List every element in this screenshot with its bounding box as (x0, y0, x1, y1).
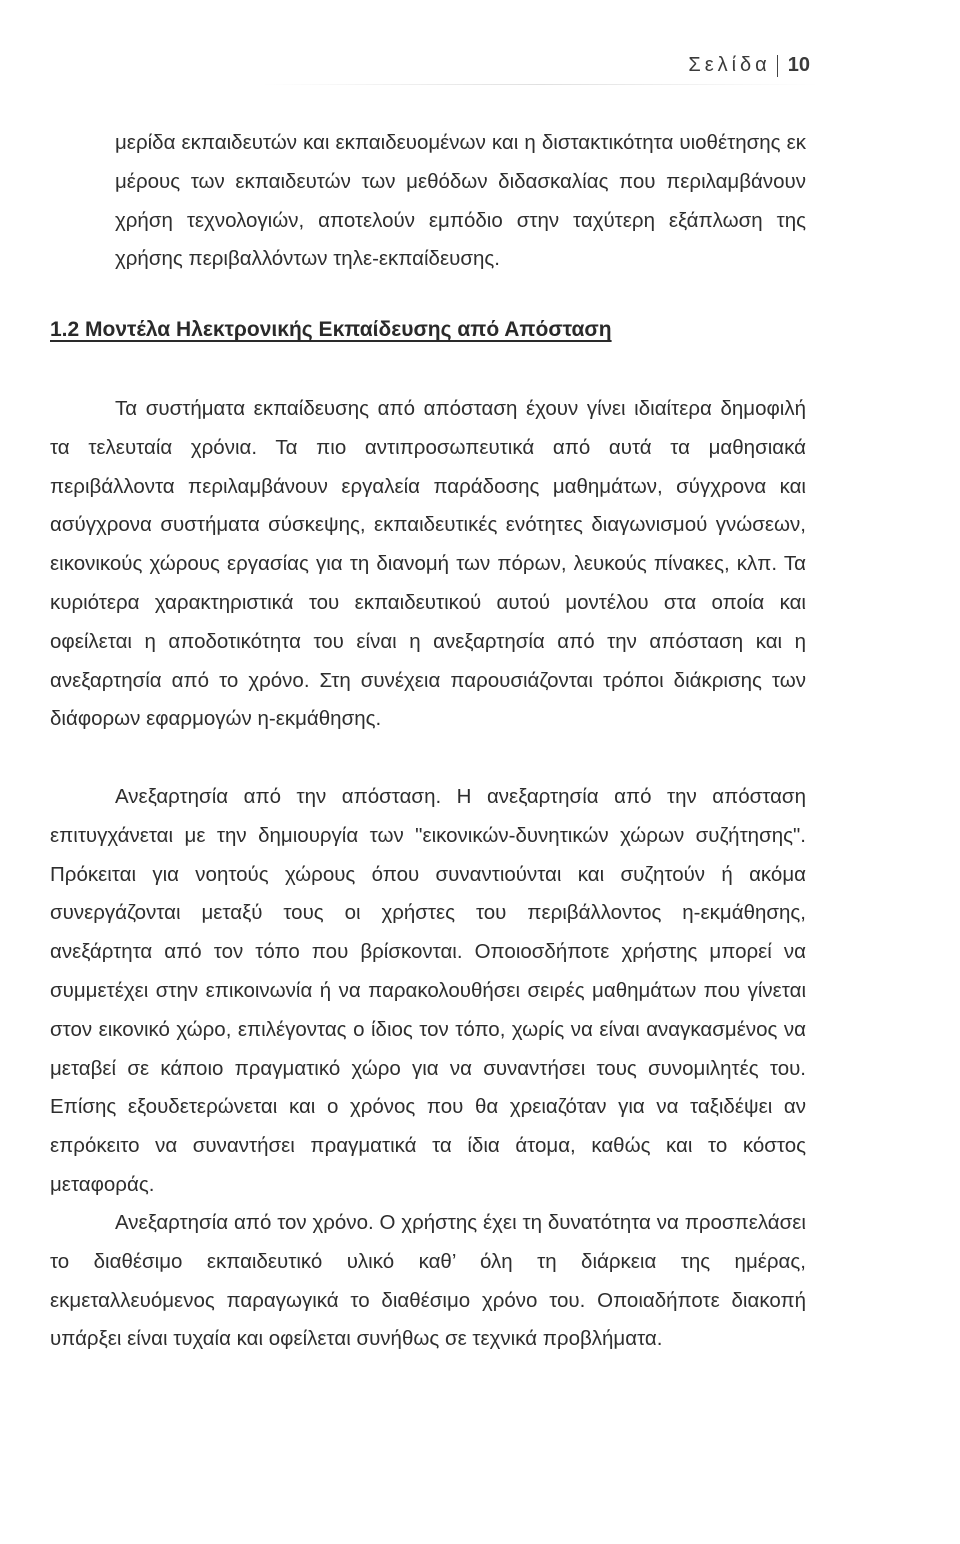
paragraph-distance-independence: Ανεξαρτησία από την απόσταση. Η ανεξαρτησία από την απόσταση επιτυγχάνεται με την δημιουργία των "εικονικών-δυνητικών χώρων συζήτησης". Πρόκειται για νοητούς χώρους όπου συναντιούνται και συζητούν ή ακόμα συνεργάζονται μεταξύ τους οι χρήστες του περιβάλλοντος η-εκμάθησης, ανεξάρτητα από τον τόπο που βρίσκονται. Οποιοσδήποτε χρήστης μπορεί να συμμετέχει στην επικοινωνία ή να παρακολουθήσει σειρές μαθημάτων που γίνεται στον εικονικό χώρο, επιλέγοντας ο ίδιος τον τόπο, χωρίς να είναι αναγκασμένος να μεταβεί σε κάποιο πραγματικό χώρο για να συναντήσει τους συνομιλητές του. Επίσης εξουδετερώνεται και ο χρόνος που θα χρειαζόταν για να ταξιδέψει αν επρόκειτο να συναντήσει πραγματικά τα ίδια άτομα, καθώς και το κόστος μεταφοράς. (50, 785, 806, 1196)
header-separator (777, 55, 778, 77)
page-header (688, 54, 810, 77)
paragraph-time-independence: Ανεξαρτησία από τον χρόνο. Ο χρήστης έχει τη δυνατότητα να προσπελάσει το διαθέσιμο εκπαιδευτικό υλικό καθ’ όλη τη διάρκεια της ημέρας, εκμεταλλευόμενος παραγωγικά το διαθέσιμο χρόνο του. Οποιαδήποτε διακοπή υπάρξει είναι τυχαία και οφείλεται συνήθως σε τεχνικά προβλήματα. (50, 1211, 806, 1351)
header-rule (260, 84, 820, 85)
paragraph-intro: μερίδα εκπαιδευτών και εκπαιδευομένων και η διστακτικότητα υιοθέτησης εκ μέρους των εκπαιδευτών των μεθόδων διδασκαλίας που περιλαμβάνουν χρήση τεχνολογιών, αποτελούν εμπόδιο στην ταχύτερη εξάπλωση της χρήσης περιβαλλόντων τηλε-εκπαίδευσης. (115, 131, 806, 271)
page-number: 10 (787, 54, 810, 76)
paragraph-models: Τα συστήματα εκπαίδευσης από απόσταση έχουν γίνει ιδιαίτερα δημοφιλή τα τελευταία χρόνια. Τα πιο αντιπροσωπευτικά από αυτά τα μαθησιακά περιβάλλοντα περιλαμβάνουν εργαλεία παράδοσης μαθημάτων, σύγχρονα και ασύγχρονα συστήματα σύσκεψης, εκπαιδευτικές ενότητες διαγωνισμού γνώσεων, εικονικούς χώρους εργασίας για τη διανομή των πόρων, λευκούς πίνακες, κλπ. Τα κυριότερα χαρακτηριστικά του εκπαιδευτικού αυτού μοντέλου στα οποία και οφείλεται η αποδοτικότητα του είναι η ανεξαρτησία από την απόσταση και η ανεξαρτησία από το χρόνο. Στη συνέχεια παρουσιάζονται τρόποι διάκρισης των διάφορων εφαρμογών η-εκμάθησης. (50, 397, 806, 731)
page-label: Σελίδα (688, 54, 771, 76)
section-heading: 1.2 Μοντέλα Ηλεκτρονικής Εκπαίδευσης από Απόσταση (50, 318, 612, 341)
